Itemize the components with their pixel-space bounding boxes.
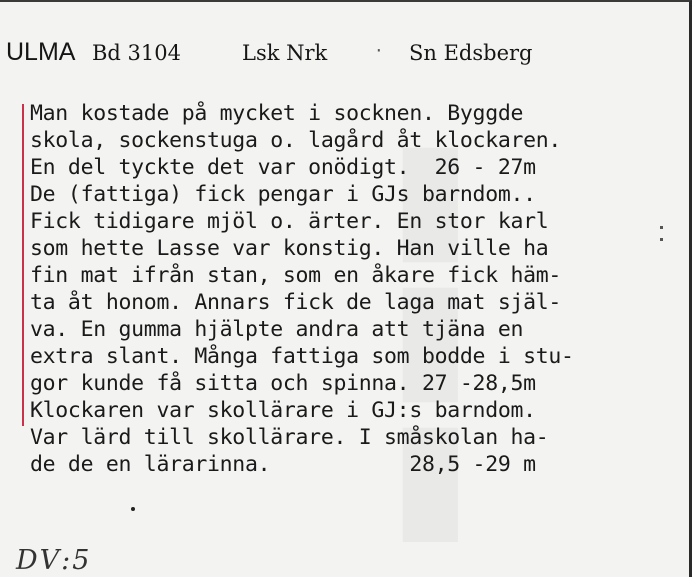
text-line: Man kostade på mycket i socknen. Byggde <box>30 101 524 126</box>
text-line: de de en lärarinna. 28,5 -29 m <box>30 452 536 477</box>
text-line: En del tyckte det var onödigt. 26 - 27m <box>30 155 536 180</box>
side-mark <box>660 226 663 241</box>
text-line: ta åt honom. Annars fick de laga mat själ- <box>30 290 562 315</box>
archive-code: ULMA <box>6 38 76 66</box>
district-code: Lsk Nrk <box>242 41 328 65</box>
handwritten-code: DⅤ:5 <box>16 545 92 576</box>
header-separator: · <box>374 41 384 60</box>
red-margin-line <box>22 104 24 426</box>
text-line: extra slant. Många fattiga som bodde i stu- <box>30 344 574 369</box>
text-line: De (fattiga) fick pengar i GJs barndom.. <box>30 182 536 207</box>
text-line: va. En gumma hjälpte andra att tjäna en <box>30 317 524 342</box>
text-line: gor kunde få sitta och spinna. 27 -28,5m <box>30 371 536 396</box>
text-line: Var lärd till skollärare. I småskolan ha- <box>30 425 549 450</box>
text-line: Fick tidigare mjöl o. ärter. En stor karl <box>30 209 549 234</box>
text-line: skola, sockenstuga o. lagård åt klockaren. <box>30 128 562 153</box>
parish-name: Sn Edsberg <box>409 41 533 65</box>
text-line: Klockaren var skollärare i GJ:s barndom. <box>30 398 536 423</box>
text-line: fin mat ifrån stan, som en åkare fick häm- <box>30 263 562 288</box>
ink-dot <box>131 507 135 511</box>
volume-number: Bd 3104 <box>92 41 181 65</box>
transcript-text <box>30 100 670 478</box>
text-line: som hette Lasse var konstig. Han ville ha <box>30 236 549 261</box>
background-watermark: ▮ ▮ ▮ <box>389 122 472 542</box>
